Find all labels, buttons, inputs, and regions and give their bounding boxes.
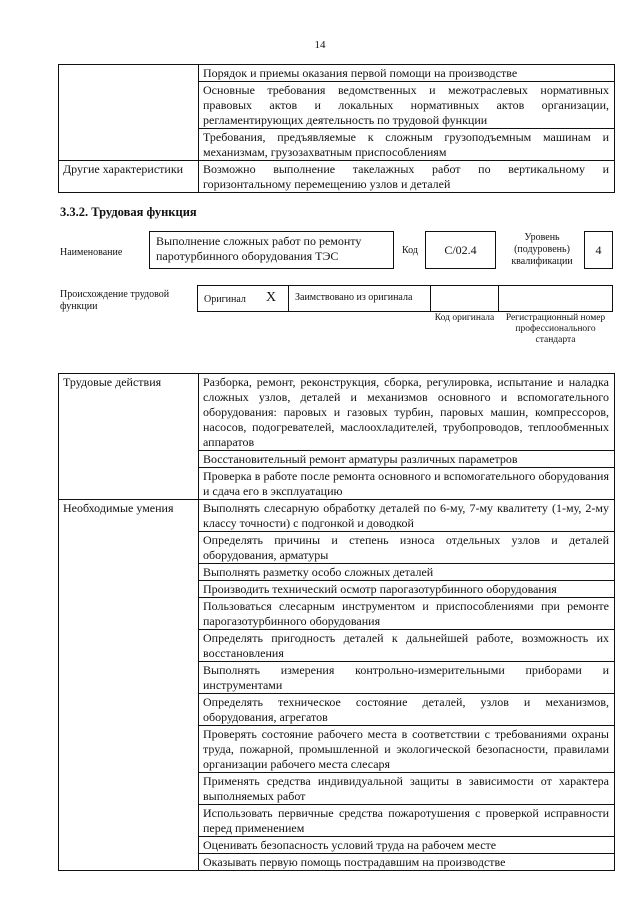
code-original-caption: Код оригинала <box>434 313 495 323</box>
table-row <box>59 500 615 532</box>
row-label: Необходимые умения <box>59 500 199 871</box>
reg-number-cell <box>498 285 613 312</box>
table-cell: Оценивать безопасность условий труда на рабочем месте <box>199 837 615 854</box>
level-field: 4 <box>584 231 613 269</box>
table-row <box>59 161 615 193</box>
row-label: Трудовые действия <box>59 374 199 500</box>
page-number: 14 <box>314 39 326 51</box>
table-cell: Определять причины и степень износа отдельных узлов и деталей оборудования, арматуры <box>199 532 615 564</box>
table-cell: Проверка в работе после ремонта основного и вспомогательного оборудования и сдача его в эксплуатацию <box>199 468 615 500</box>
table-cell: Оказывать первую помощь пострадавшим на производстве <box>199 854 615 871</box>
row-label <box>59 65 199 161</box>
code-label: Код <box>402 245 418 256</box>
origin-label: Происхождение трудовой функции <box>60 289 170 312</box>
table-cell: Порядок и приемы оказания первой помощи на производстве <box>199 65 615 82</box>
table-cell: Применять средства индивидуальной защиты в зависимости от характера выполняемых работ <box>199 773 615 805</box>
name-label: Наименование <box>60 247 123 258</box>
original-label: Оригинал <box>204 294 246 305</box>
table-cell: Разборка, ремонт, реконструкция, сборка, регулировка, испытание и наладка сложных узлов, деталей и механизмов основного и вспомогательного оборудования: паровых и газовых турбин, паровых машин, компрессоров, насосов, подогревателей, маслоохладителей, трубопроводов, теплообменных аппаратов <box>199 374 615 451</box>
main-table <box>58 373 615 871</box>
table-cell: Производить технический осмотр парогазотурбинного оборудования <box>199 581 615 598</box>
borrowed-cell <box>288 285 431 312</box>
table-cell: Проверять состояние рабочего места в соответствии с требованиями охраны труда, пожарной, промышленной и экологической безопасности, правилами организации рабочего места слесаря <box>199 726 615 773</box>
table-cell: Использовать первичные средства пожаротушения с проверкой исправности перед применением <box>199 805 615 837</box>
code-original-cell <box>430 285 499 312</box>
table-cell: Пользоваться слесарным инструментом и приспособлениями при ремонте парогазотурбинного оборудования <box>199 598 615 630</box>
table-cell: Выполнять слесарную обработку деталей по 6-му, 7-му квалитету (1-му, 2-му классу точности) с подгонкой и доводкой <box>199 500 615 532</box>
table-cell: Выполнять измерения контрольно-измерительными приборами и инструментами <box>199 662 615 694</box>
code-field: С/02.4 <box>425 231 496 269</box>
row-label: Другие характеристики <box>59 161 199 193</box>
reg-number-caption: Регистрационный номер профессионального стандарта <box>505 313 606 345</box>
section-title: 3.3.2. Трудовая функция <box>60 205 197 219</box>
function-name-field: Выполнение сложных работ по ремонту паротурбинного оборудования ТЭС <box>149 231 394 269</box>
table-row <box>59 65 615 82</box>
table-cell: Требования, предъявляемые к сложным грузоподъемным машинам и механизмам, грузозахватным приспособлениям <box>199 129 615 161</box>
borrowed-label: Заимствовано из оригинала <box>295 292 413 303</box>
table-cell: Выполнять разметку особо сложных деталей <box>199 564 615 581</box>
table-row <box>59 374 615 451</box>
table-cell: Определять пригодность деталей к дальнейшей работе, возможность их восстановления <box>199 630 615 662</box>
table-cell: Восстановительный ремонт арматуры различных параметров <box>199 451 615 468</box>
table-cell: Основные требования ведомственных и межотраслевых нормативных правовых актов и локальных нормативных актов организации, регламентирующих деятельность по трудовой функции <box>199 82 615 129</box>
table-cell: Возможно выполнение такелажных работ по вертикальному и горизонтальному перемещению узлов и деталей <box>199 161 615 193</box>
original-mark: X <box>266 290 277 305</box>
top-table <box>58 64 615 193</box>
table-cell: Определять техническое состояние деталей, узлов и механизмов, оборудования, агрегатов <box>199 694 615 726</box>
original-cell <box>197 285 289 312</box>
level-label: Уровень (подуровень) квалификации <box>511 232 573 267</box>
